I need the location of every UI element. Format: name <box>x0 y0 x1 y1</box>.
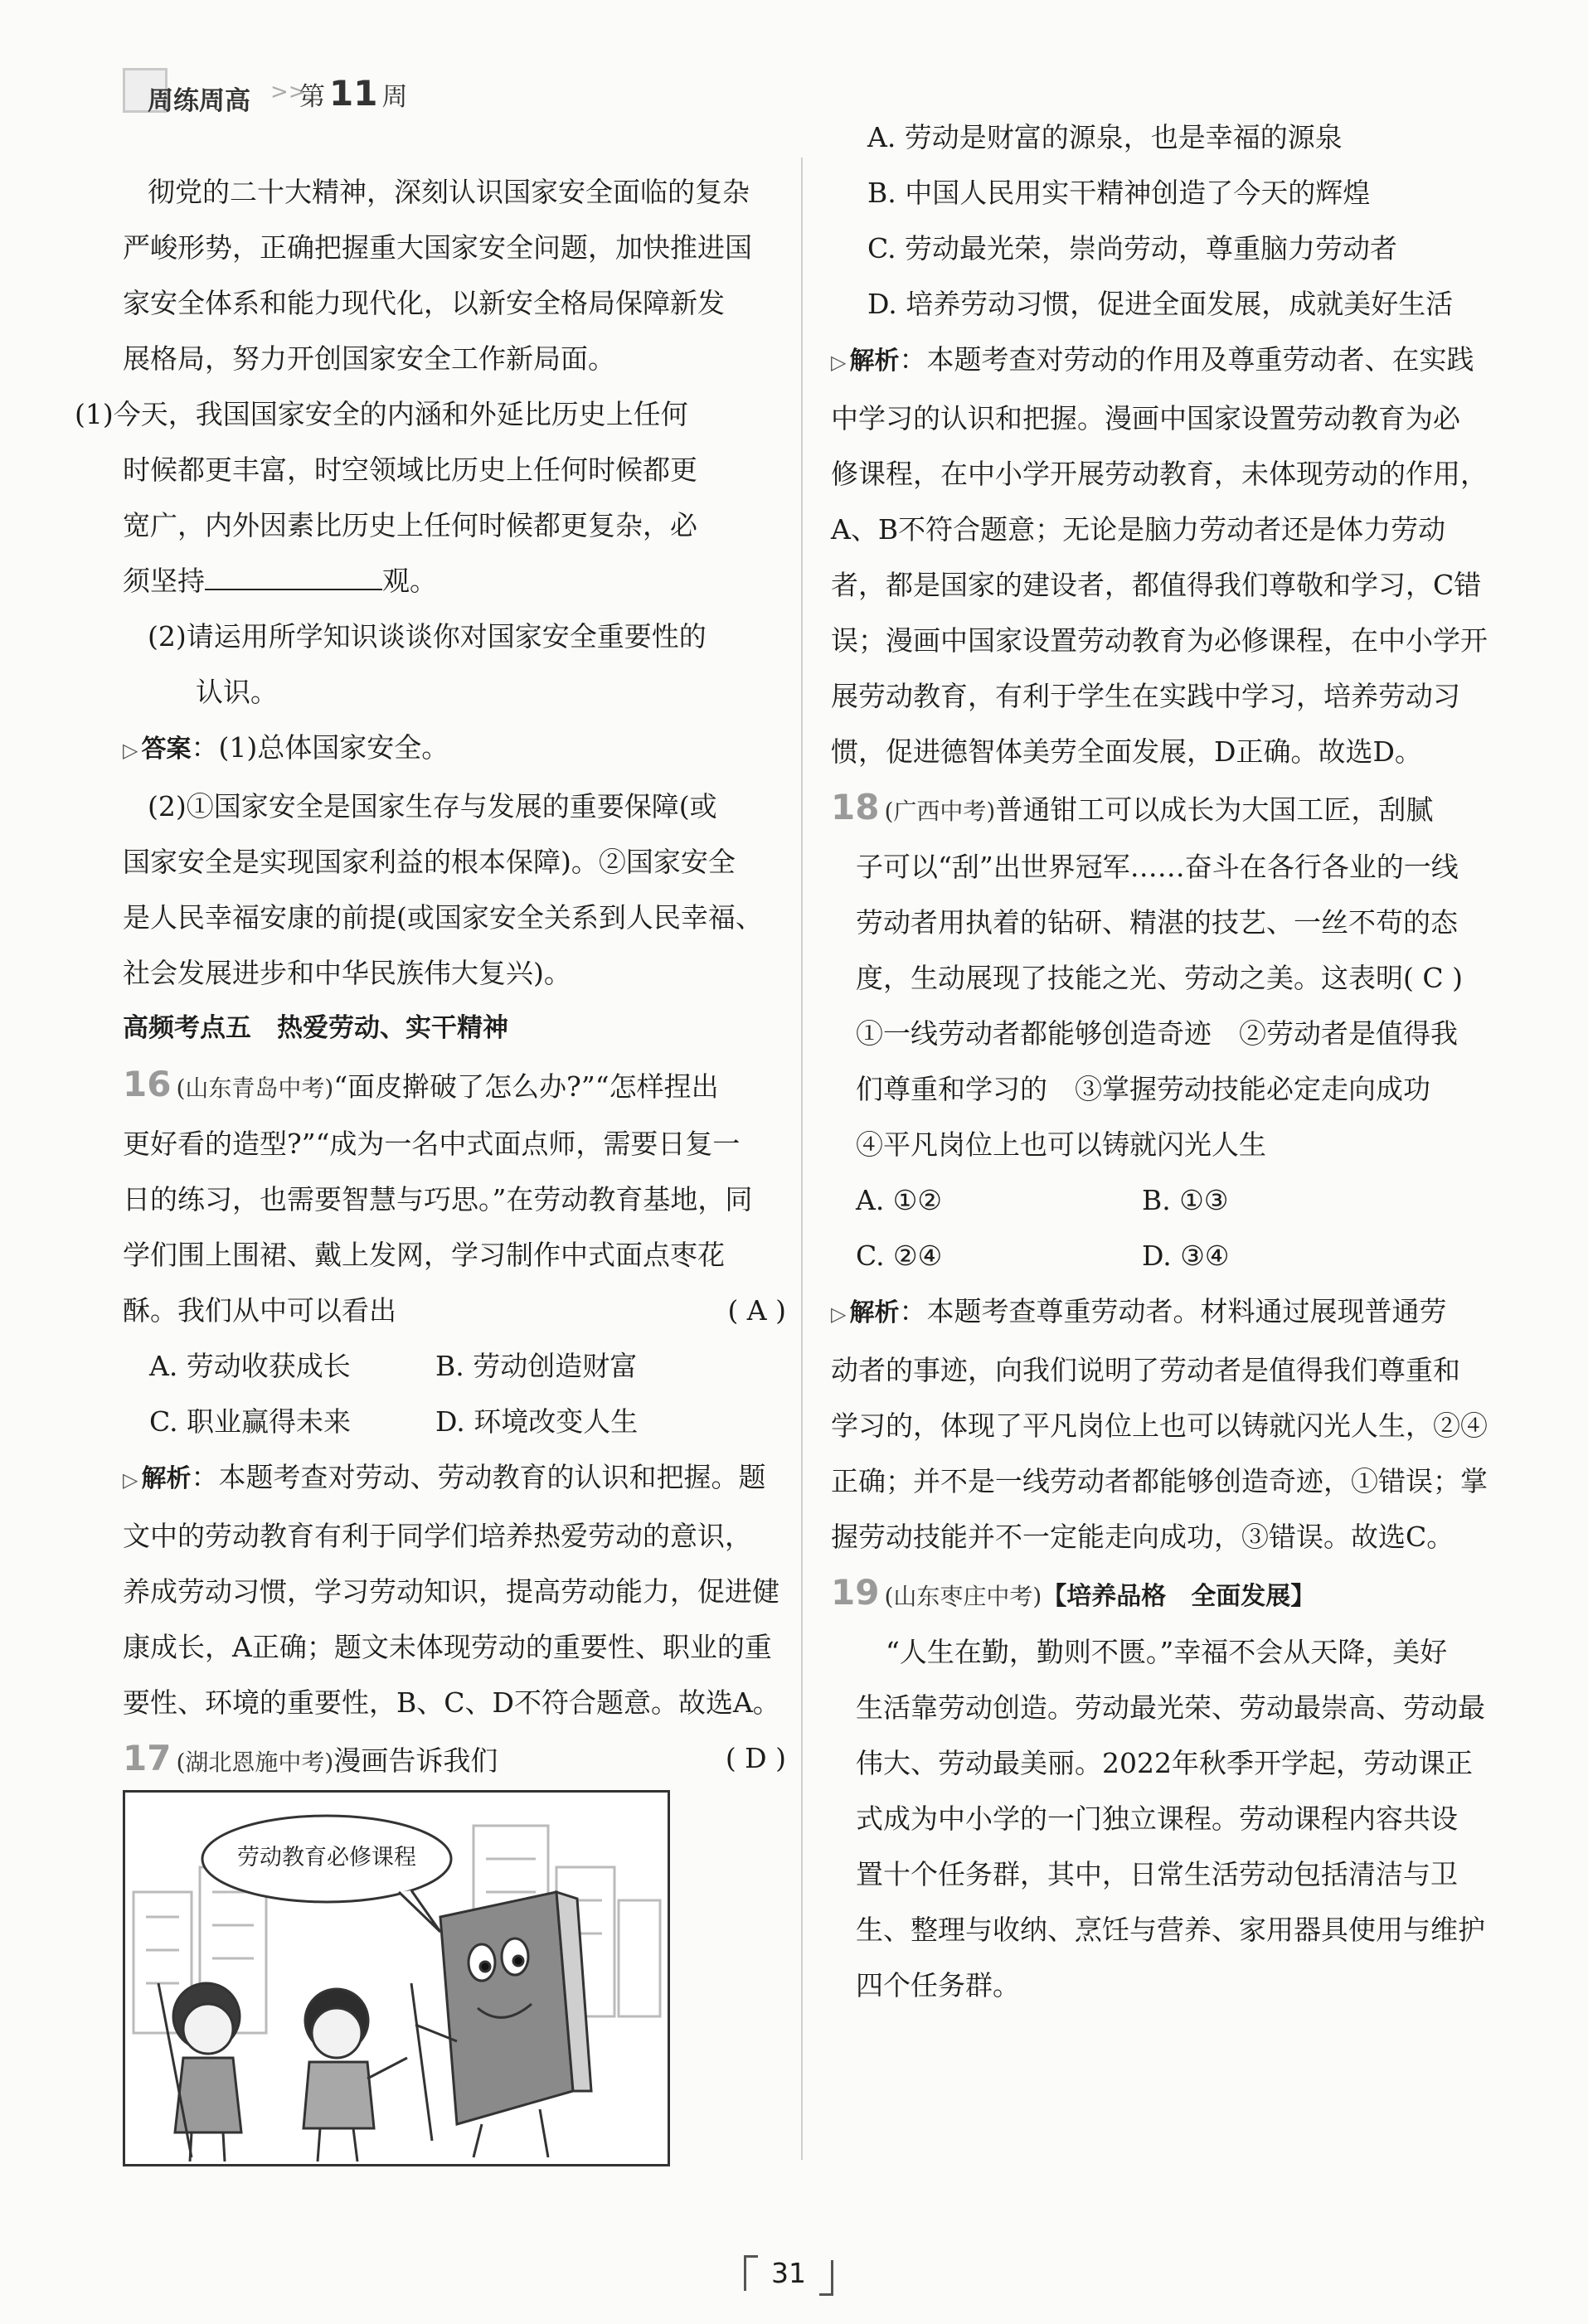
sub-question-line: (2)请运用所学知识谈谈你对国家安全重要性的 <box>148 620 707 653</box>
option: C. 劳动最光荣，崇尚劳动，尊重脑力劳动者 <box>867 232 1398 264</box>
question-line: 劳动者用执着的钻研、精湛的技艺、一丝不苟的态 <box>856 906 1458 939</box>
sub-question-line: 宽广，内外因素比历史上任何时候都更复杂，必 <box>123 509 697 541</box>
chevron-right-icon: >> <box>270 80 307 104</box>
question-source: (湖北恩施中考) <box>176 1749 334 1776</box>
question-line: 更好看的造型?”“成为一名中式面点师，需要日复一 <box>123 1128 741 1160</box>
analysis-line: 学习的，体现了平凡岗位上也可以铸就闪光人生，②④ <box>831 1409 1488 1442</box>
answer-line: 社会发展进步和中华民族伟大复兴)。 <box>123 957 571 989</box>
sub-question-line: 认识。 <box>196 676 278 708</box>
option-row <box>123 1394 786 1449</box>
question-text: 漫画告诉我们 <box>333 1744 498 1777</box>
question-line: 学们围上围裙、戴上发网，学习制作中式面点枣花 <box>123 1239 725 1271</box>
statement-line: 们尊重和学习的 ③掌握劳动技能必定走向成功 <box>856 1073 1430 1105</box>
question-17 <box>123 1730 786 1790</box>
question-line: 四个任务群。 <box>856 1969 1020 2001</box>
question-line: 式成为中小学的一门独立课程。劳动课程内容共设 <box>856 1802 1458 1835</box>
analysis-label: 解析 <box>141 1464 192 1493</box>
analysis-line: 者，都是国家的建设者，都值得我们尊敬和学习，C错 <box>831 569 1482 601</box>
running-header <box>123 68 438 118</box>
statement-line: ④平凡岗位上也可以铸就闪光人生 <box>856 1128 1266 1161</box>
option: A. ①② <box>856 1184 942 1216</box>
answer-choice: ( D ) <box>725 1742 786 1774</box>
question-line: 伟大、劳动最美丽。2022年秋季开学起，劳动课正 <box>856 1747 1473 1779</box>
comic-speech-bubble: 劳动教育必修课程 <box>237 1845 416 1870</box>
column-divider <box>801 158 803 2160</box>
option-row <box>831 1172 1494 1228</box>
question-16 <box>123 1056 786 1116</box>
comic-illustration <box>123 1790 670 2166</box>
question-source: (广西中考) <box>884 798 996 825</box>
question-line: 生活靠劳动创造。劳动最光荣、劳动最崇高、劳动最 <box>856 1691 1485 1724</box>
analysis-line: 握劳动技能并不一定能走向成功，③错误。故选C。 <box>831 1521 1454 1553</box>
intro-line: 展格局，努力开创国家安全工作新局面。 <box>123 342 615 375</box>
analysis-line: 中学习的认识和把握。漫画中国家设置劳动教育为必 <box>831 402 1460 434</box>
answer-line: (2)①国家安全是国家生存与发展的重要保障(或 <box>148 790 717 822</box>
question-line: “人生在勤，勤则不匮。”幸福不会从天降，美好 <box>886 1636 1448 1668</box>
answer-choice: ( A ) <box>727 1294 786 1327</box>
option: D. 培养劳动习惯，促进全面发展，成就美好生活 <box>867 288 1454 320</box>
analysis-block <box>831 1283 1494 1342</box>
question-line: 置十个任务群，其中，日常生活劳动包括清洁与卫 <box>856 1858 1458 1890</box>
analysis-text: ：本题考查尊重劳动者。材料通过展现普通劳 <box>899 1295 1447 1327</box>
option: B. 中国人民用实干精神创造了今天的辉煌 <box>867 177 1371 209</box>
question-18 <box>831 779 1494 839</box>
triangle-marker-icon: ▷ <box>123 739 138 762</box>
page-number-box <box>744 2255 833 2295</box>
option-row <box>831 1228 1494 1283</box>
option: B. ①③ <box>1142 1184 1229 1216</box>
option: B. 劳动创造财富 <box>435 1350 638 1382</box>
intro-line: 彻党的二十大精神，深刻认识国家安全面临的复杂 <box>148 176 750 208</box>
answer-block <box>123 720 786 779</box>
option: D. ③④ <box>1142 1240 1230 1272</box>
analysis-line: A、B不符合题意；无论是脑力劳动者还是体力劳动 <box>831 513 1446 546</box>
option: A. 劳动是财富的源泉，也是幸福的源泉 <box>867 121 1343 153</box>
option: C. 职业赢得未来 <box>149 1405 352 1438</box>
question-19 <box>831 1565 1494 1624</box>
week-label: 第 11 周 <box>299 73 408 114</box>
sub-question-line: (1)今天，我国国家安全的内涵和外延比历史上任何 <box>75 398 688 430</box>
analysis-line: 要性、环境的重要性，B、C、D不符合题意。故选A。 <box>123 1686 780 1719</box>
analysis-block <box>123 1449 786 1508</box>
option: D. 环境改变人生 <box>435 1405 639 1438</box>
question-line: 度，生动展现了技能之光、劳动之美。这表明( C ) <box>856 962 1463 994</box>
question-line: 日的练习，也需要智慧与巧思。”在劳动教育基地，同 <box>123 1183 753 1215</box>
analysis-text: ：本题考查对劳动的作用及尊重劳动者、在实践 <box>899 343 1474 376</box>
analysis-line: 动者的事迹，向我们说明了劳动者是值得我们尊重和 <box>831 1354 1460 1386</box>
analysis-line: 惯，促进德智体美劳全面发展，D正确。故选D。 <box>831 735 1422 768</box>
page-number: 31 <box>771 2257 806 2289</box>
answer-line: 国家安全是实现国家利益的根本保障)。②国家安全 <box>123 846 736 878</box>
analysis-line: 展劳动教育，有利于学生在实践中学习，培养劳动习 <box>831 680 1460 712</box>
answer-line: 是人民幸福安康的前提(或国家安全关系到人民幸福、 <box>123 901 763 934</box>
section-heading: 高频考点五 热爱劳动、实干精神 <box>123 1013 508 1043</box>
analysis-line: 误；漫画中国家设置劳动教育为必修课程，在中小学开 <box>831 624 1488 657</box>
answer-label: 答案 <box>141 735 192 764</box>
option: C. ②④ <box>856 1240 943 1272</box>
analysis-block <box>831 332 1494 391</box>
left-column <box>75 164 786 2166</box>
triangle-marker-icon: ▷ <box>831 351 847 374</box>
question-number: 17 <box>123 1738 172 1778</box>
series-title: 周练周高 <box>148 86 250 116</box>
intro-line: 家安全体系和能力现代化，以新安全格局保障新发 <box>123 287 725 319</box>
right-column <box>831 121 1494 2013</box>
question-number: 19 <box>831 1572 880 1613</box>
question-text: 普通钳工可以成长为大国工匠，刮腻 <box>995 793 1434 826</box>
sub-question-2 <box>123 609 786 720</box>
analysis-line: 文中的劳动教育有利于同学们培养热爱劳动的意识， <box>123 1520 752 1552</box>
analysis-line: 康成长，A正确；题文未体现劳动的重要性、职业的重 <box>123 1631 772 1663</box>
analysis-text: ：本题考查对劳动、劳动教育的认识和把握。题 <box>191 1461 766 1493</box>
triangle-marker-icon: ▷ <box>831 1303 847 1326</box>
analysis-label: 解析 <box>849 1298 900 1327</box>
question-line: 生、整理与收纳、烹饪与营养、家用器具使用与维护 <box>856 1914 1485 1946</box>
option-row <box>123 1338 786 1394</box>
question-number: 16 <box>123 1064 172 1104</box>
analysis-label: 解析 <box>849 347 900 376</box>
intro-line: 严峻形势，正确把握重大国家安全问题，加快推进国 <box>123 231 752 264</box>
sub-question-1 <box>75 386 786 609</box>
sub-question-line: 须坚持 观。 <box>196 553 786 609</box>
answer-blank[interactable] <box>205 556 382 590</box>
triangle-marker-icon: ▷ <box>123 1468 138 1492</box>
sub-question-line: 时候都更丰富，时空领域比历史上任何时候都更 <box>123 454 697 486</box>
analysis-line: 正确；并不是一线劳动者都能够创造奇迹，①错误；掌 <box>831 1465 1488 1497</box>
question-line: 子可以“刮”出世界冠军……奋斗在各行各业的一线 <box>856 851 1459 883</box>
question-text: “面皮擀破了怎么办?”“怎样捏出 <box>333 1070 719 1103</box>
question-number: 18 <box>831 787 880 827</box>
statement-line: ①一线劳动者都能够创造奇迹 ②劳动者是值得我 <box>856 1017 1458 1050</box>
analysis-line: 养成劳动习惯，学习劳动知识，提高劳动能力，促进健 <box>123 1575 779 1608</box>
answer-text: ：(1)总体国家安全。 <box>191 731 449 764</box>
question-source: (山东青岛中考) <box>176 1075 334 1102</box>
topic-tag: 【培养品格 全面发展】 <box>1042 1582 1316 1611</box>
question-source: (山东枣庄中考) <box>884 1583 1042 1610</box>
option: A. 劳动收获成长 <box>149 1350 351 1382</box>
analysis-line: 修课程，在中小学开展劳动教育，未体现劳动的作用， <box>831 458 1488 490</box>
question-line: 酥。我们从中可以看出 ( A ) <box>123 1283 786 1338</box>
